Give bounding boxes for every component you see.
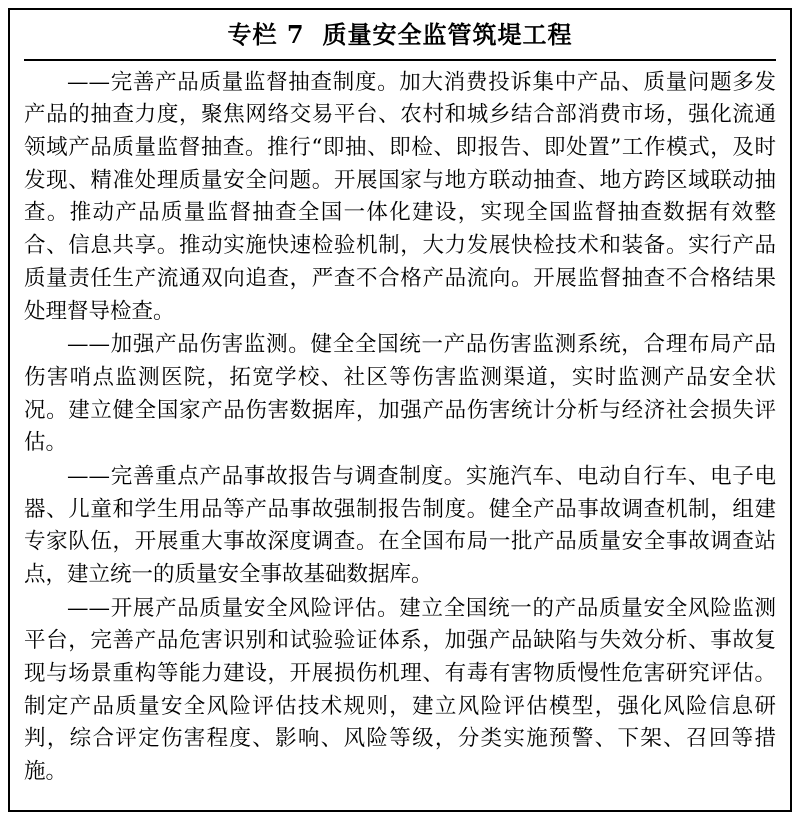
paragraph: ——加强产品伤害监测。健全全国统一产品伤害监测系统，合理布局产品伤害哨点监测医院，拓宽学校、社区等伤害监测渠道，实时监测产品安全状况。建立健全国家产品伤害数据库，加强产品伤害统计分析与经济社会损失评估。 bbox=[24, 332, 776, 456]
feature-box bbox=[8, 8, 792, 812]
box-title-text: 质量安全监管筑堤工程 bbox=[322, 20, 573, 49]
paragraph: ——完善重点产品事故报告与调查制度。实施汽车、电动自行车、电子电器、儿童和学生用品等产品事故强制报告制度。健全产品事故调查机制，组建专家队伍，开展重大事故深度调查。在全国布局一批产品质量安全事故调查站点，建立统一的质量安全事故基础数据库。 bbox=[24, 463, 776, 587]
box-title-label: 专栏 7 bbox=[227, 20, 305, 49]
box-body bbox=[24, 67, 776, 789]
box-title bbox=[24, 18, 776, 53]
paragraph: ——开展产品质量安全风险评估。建立全国统一的产品质量安全风险监测平台，完善产品危害识别和试验验证体系，加强产品缺陷与失效分析、事故复现与场景重构等能力建设，开展损伤机理、有毒有害物质慢性危害研究评估。制定产品质量安全风险评估技术规则，建立风险评估模型，强化风险信息研判，综合评定伤害程度、影响、风险等级，分类实施预警、下架、召回等措施。 bbox=[24, 595, 776, 784]
title-divider bbox=[24, 59, 776, 61]
paragraph: ——完善产品质量监督抽查制度。加大消费投诉集中产品、质量问题多发产品的抽查力度，聚焦网络交易平台、农村和城乡结合部消费市场，强化流通领域产品质量监督抽查。推行“即抽、即检、即报告、即处置”工作模式，及时发现、精准处理质量安全问题。开展国家与地方联动抽查、地方跨区域联动抽查。推动产品质量监督抽查全国一体化建设，实现全国监督抽查数据有效整合、信息共享。推动实施快速检验机制，大力发展快检技术和装备。实行产品质量责任生产流通双向追查，严查不合格产品流向。开展监督抽查不合格结果处理督导检查。 bbox=[24, 69, 776, 324]
